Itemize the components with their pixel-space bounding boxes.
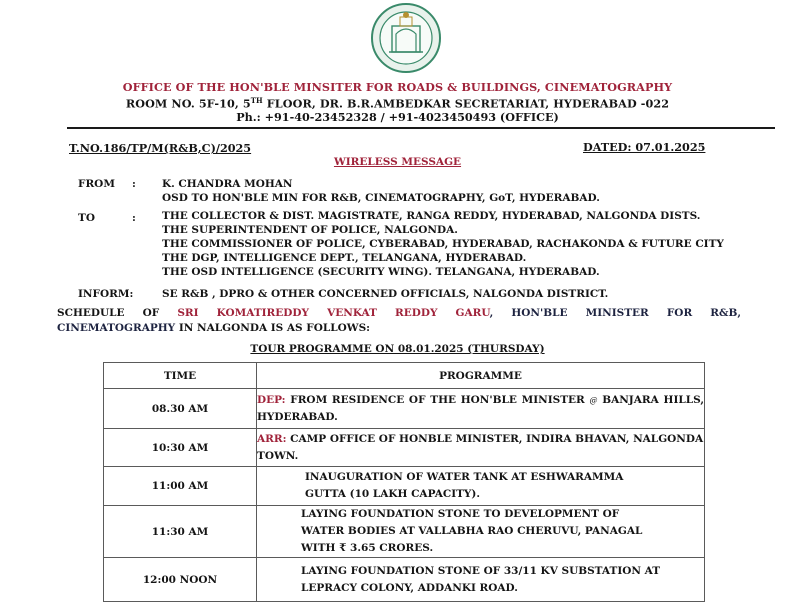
from-line: K. CHANDRA MOHAN	[162, 178, 293, 190]
reference-number: T.NO.186/TP/M(R&B,C)/2025	[69, 141, 252, 155]
minister-title-cont: CINEMATOGRAPHY	[57, 322, 176, 334]
row-programme: LAYING FOUNDATION STONE OF 33/11 KV SUBSTATION AT LEPRACY COLONY, ADDANKI ROAD.	[257, 558, 705, 602]
table-row	[104, 558, 705, 602]
from-block	[162, 177, 600, 205]
address-superscript: TH	[250, 96, 263, 105]
row-time: 08.30 AM	[104, 389, 257, 429]
row-programme	[257, 389, 705, 429]
schedule-suffix: IN NALGONDA IS AS FOLLOWS:	[175, 322, 371, 334]
programme-table	[103, 362, 705, 602]
message-type: WIRELESS MESSAGE	[333, 156, 462, 168]
row-programme	[257, 429, 705, 467]
row-time: 11:30 AM	[104, 506, 257, 558]
office-address	[0, 96, 795, 111]
to-line: THE DGP, INTELLIGENCE DEPT., TELANGANA, HYDERABAD.	[162, 252, 527, 264]
table-header-row	[104, 363, 705, 389]
office-phone: Ph.: +91-40-23452328 / +91-4023450493 (OFFICE)	[236, 110, 559, 124]
column-header-time: TIME	[104, 363, 257, 389]
inform-text: SE R&B , DPRO & OTHER CONCERNED OFFICIALS, NALGONDA DISTRICT.	[162, 288, 609, 300]
from-line: OSD TO HON'BLE MIN FOR R&B, CINEMATOGRAPHY, GoT, HYDERABAD.	[162, 192, 600, 204]
row-programme: LAYING FOUNDATION STONE TO DEVELOPMENT OF WATER BODIES AT VALLABHA RAO CHERUVU, PANAGAL WITH ₹ 3.65 CRORES.	[257, 506, 705, 558]
date: DATED: 07.01.2025	[583, 140, 706, 154]
minister-title: , HON'BLE MINISTER FOR R&B,	[489, 307, 742, 319]
tour-heading: TOUR PROGRAMME ON 08.01.2025 (THURSDAY)	[250, 343, 545, 355]
row-time: 10:30 AM	[104, 429, 257, 467]
at-symbol: @	[589, 395, 598, 405]
inform-label: INFORM:	[78, 288, 134, 300]
arrival-tag: ARR:	[257, 432, 287, 445]
government-seal-icon	[362, 2, 450, 74]
to-line: THE OSD INTELLIGENCE (SECURITY WING). TELANGANA, HYDERABAD.	[162, 266, 600, 278]
programme-text: CAMP OFFICE OF HONBLE MINISTER, INDIRA BHAVAN, NALGONDA TOWN.	[257, 432, 704, 462]
schedule-line-2	[57, 322, 370, 334]
address-part: FLOOR, DR. B.R.AMBEDKAR SECRETARIAT, HYDERABAD -022	[262, 96, 670, 111]
row-time: 12:00 NOON	[104, 558, 257, 602]
to-block	[162, 209, 724, 279]
departure-tag: DEP:	[257, 393, 286, 406]
to-label: TO	[78, 212, 95, 224]
to-line: THE COLLECTOR & DIST. MAGISTRATE, RANGA REDDY, HYDERABAD, NALGONDA DISTS.	[162, 210, 701, 222]
row-programme: INAUGURATION OF WATER TANK AT ESHWARAMMA GUTTA (10 LAKH CAPACITY).	[257, 467, 705, 506]
from-colon: :	[132, 178, 136, 190]
table-row	[104, 506, 705, 558]
row-time: 11:00 AM	[104, 467, 257, 506]
programme-text: BANJARA HILLS, HYDERABAD.	[257, 393, 704, 423]
from-label: FROM	[78, 178, 115, 190]
programme-text: FROM RESIDENCE OF THE HON'BLE MINISTER	[285, 393, 590, 406]
to-line: THE SUPERINTENDENT OF POLICE, NALGONDA.	[162, 224, 458, 236]
schedule-line-1	[57, 305, 741, 322]
minister-name: SRI KOMATIREDDY VENKAT REDDY GARU	[177, 307, 490, 319]
table-row	[104, 429, 705, 467]
table-row	[104, 389, 705, 429]
column-header-programme: PROGRAMME	[257, 363, 705, 389]
to-colon: :	[132, 212, 136, 224]
header-divider	[67, 127, 775, 129]
to-line: THE COMMISSIONER OF POLICE, CYBERABAD, HYDERABAD, RACHAKONDA & FUTURE CITY	[162, 238, 724, 250]
schedule-prefix: SCHEDULE OF	[57, 307, 160, 319]
table-row	[104, 467, 705, 506]
address-part: ROOM NO. 5F-10, 5	[125, 96, 251, 111]
office-title: OFFICE OF THE HON'BLE MINSITER FOR ROADS & BUILDINGS, CINEMATOGRAPHY	[122, 80, 673, 94]
